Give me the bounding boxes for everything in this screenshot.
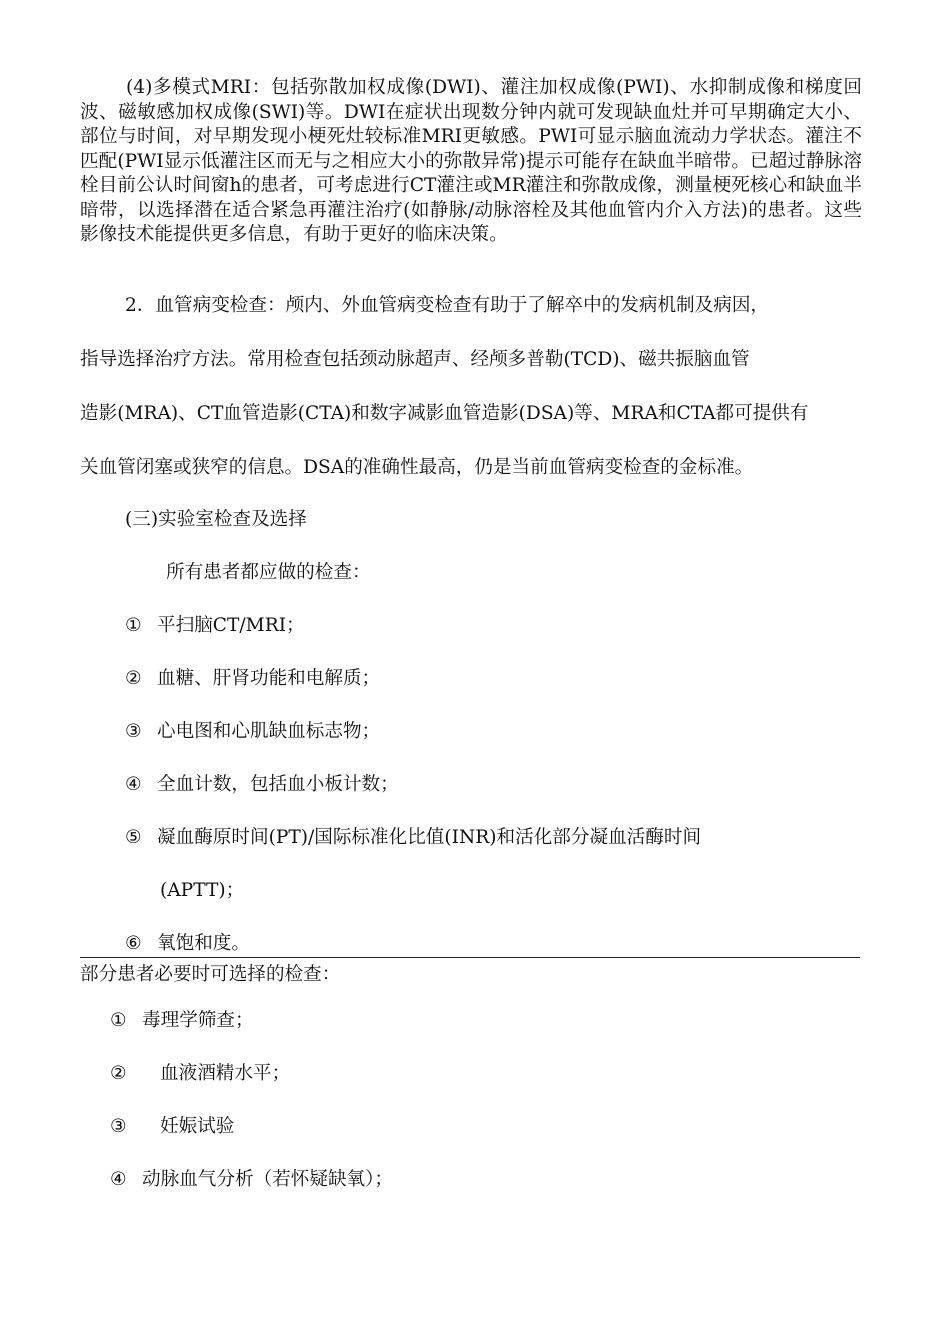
paragraph-text: (4)多模式MRI：包括弥散加权成像(DWI)、灌注加权成像(PWI)、水抑制成像和梯度回波、磁敏感加权成像(SWI)等。DWI在症状出现数分钟内就可发现缺血灶并可早期确定大小、部位与时间，对早期发现小梗死灶较标准MRI更敏感。PWI可显示脑血流动力学状态。灌注不匹配(PWI显示低灌注区而无与之相应大小的弥散异常)提示可能存在缺血半暗带。已超过静脉溶栓目前公认时间窗h的患者，可考虑进行CT灌注或MR灌注和弥散成像，测量梗死核心和缺血半暗带，以选择潜在适合紧急再灌注治疗(如静脉/动脉溶栓及其他血管内介入方法)的患者。这些影像技术能提供更多信息，有助于更好的临床决策。 (80, 77, 862, 245)
item-text: 心电图和心肌缺血标志物； (157, 721, 381, 742)
item-text: 血液酒精水平； (160, 1063, 291, 1084)
item-text: 血糖、肝肾功能和电解质； (157, 668, 381, 689)
item-text: 全血计数，包括血小板计数； (157, 774, 399, 795)
list-item (125, 667, 380, 691)
section-heading: (三)实验室检查及选择 (125, 509, 307, 530)
list-item (125, 720, 380, 744)
item-number: ④ (125, 774, 142, 795)
list-item (110, 1062, 290, 1086)
item-number: ② (110, 1063, 127, 1084)
list-item (125, 614, 305, 638)
list-item (110, 1115, 234, 1139)
list-item-continuation: (APTT)； (160, 880, 245, 901)
item-text: 妊娠试验 (160, 1116, 235, 1137)
item-number: ③ (110, 1116, 127, 1137)
all-patients-intro: 所有患者都应做的检查： (166, 562, 371, 583)
item-number: ③ (125, 721, 142, 742)
item-number: ④ (110, 1169, 127, 1190)
item-text: 毒理学筛查； (142, 1010, 254, 1031)
paragraph-vascular-line-4: 关血管闭塞或狭窄的信息。DSA的准确性最高，仍是当前血管病变检查的金标准。 (80, 457, 754, 478)
item-number: ⑤ (125, 827, 142, 848)
item-number: ② (125, 668, 142, 689)
item-text: 凝血酶原时间(PT)/国际标准化比值(INR)和活化部分凝血活酶时间 (157, 827, 702, 848)
paragraph-multimodal-mri (80, 76, 862, 248)
horizontal-divider (80, 957, 860, 958)
list-item (110, 1009, 254, 1033)
item-number: ① (125, 615, 142, 636)
item-number: ① (110, 1010, 127, 1031)
paragraph-vascular-line-3: 造影(MRA)、CT血管造影(CTA)和数字减影血管造影(DSA)等、MRA和CTA都可提供有 (80, 403, 809, 424)
item-number: ⑥ (125, 933, 142, 954)
list-item (125, 826, 701, 850)
item-text: 平扫脑CT/MRI； (157, 615, 305, 636)
some-patients-intro: 部分患者必要时可选择的检查： (80, 964, 341, 985)
item-text: 氧饱和度。 (157, 933, 250, 954)
item-text: 动脉血气分析（若怀疑缺氧）； (142, 1169, 394, 1190)
list-item (125, 932, 250, 956)
list-item (110, 1168, 393, 1192)
paragraph-vascular-line-2: 指导选择治疗方法。常用检查包括颈动脉超声、经颅多普勒(TCD)、磁共振脑血管 (80, 349, 750, 370)
paragraph-vascular-line-1: 2．血管病变检查：颅内、外血管病变检查有助于了解卒中的发病机制及病因， (125, 295, 770, 316)
list-item (125, 773, 399, 797)
